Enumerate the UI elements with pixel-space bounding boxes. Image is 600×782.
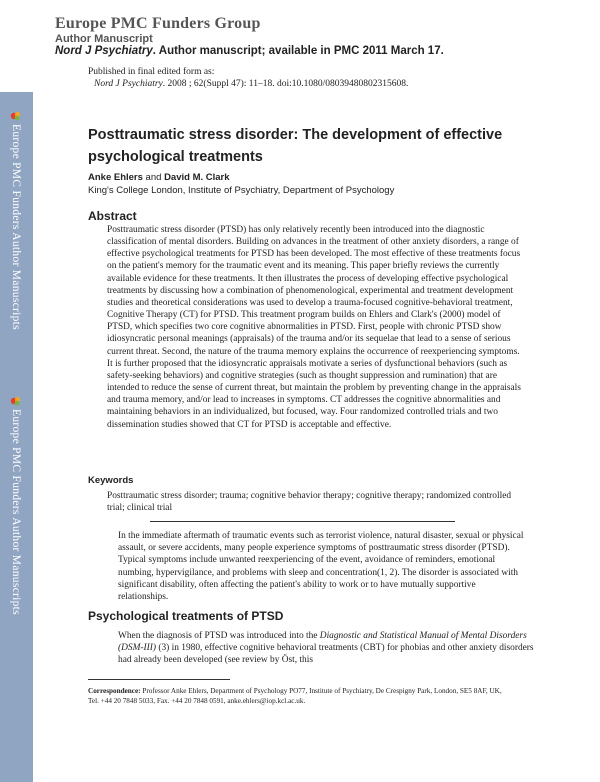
publication-info [88, 66, 548, 90]
europe-pmc-logo-icon [10, 395, 22, 407]
author-name: Anke Ehlers [88, 172, 143, 183]
sidebar-label: Europe PMC Funders Author Manuscripts [10, 124, 22, 330]
published-label: Published in final edited form as: [88, 67, 215, 77]
author-name: David M. Clark [164, 172, 230, 183]
footnote-divider [88, 679, 230, 680]
funders-header [0, 0, 600, 57]
keywords-heading: Keywords [88, 475, 134, 486]
publication-citation [88, 78, 548, 90]
abstract-heading: Abstract [88, 209, 137, 223]
correspondence-footnote [88, 686, 508, 706]
section-heading: Psychological treatments of PTSD [88, 609, 284, 623]
section-divider [150, 521, 455, 522]
availability-text: . Author manuscript; available in PMC 2011 March 17. [152, 45, 444, 57]
funders-group-title: Europe PMC Funders Group [55, 15, 261, 32]
citation-journal: Nord J Psychiatry [94, 79, 163, 89]
psych-text-after: (3) in 1980, effective cognitive behavioral treatments (CBT) for phobias and other anxiety disorders had already been developed (see review by Öst, this [118, 643, 534, 666]
author-manuscript-label: Author Manuscript [55, 33, 153, 45]
funders-sidebar [0, 92, 33, 782]
dsm-title: Diagnostic and Statistical Manual of Mental Disorders (DSM-III) [118, 631, 527, 654]
author-line [88, 172, 230, 183]
keywords-text: Posttraumatic stress disorder; trauma; cognitive behavior therapy; cognitive therapy; randomized controlled trial; clinical trial [107, 491, 512, 514]
affiliation: King's College London, Institute of Psychiatry, Department of Psychology [88, 185, 395, 196]
correspondence-text: Professor Anke Ehlers, Department of Psychology PO77, Institute of Psychiatry, De Crespigny Park, London, SE5 8AF, UK, Tel. +44 20 7848 5033, Fax. +44 20 7848 0591, anke.ehlers@iop.kcl.ac.uk. [88, 687, 502, 705]
psych-text-before: When the diagnosis of PTSD was introduced into the [118, 631, 320, 641]
europe-pmc-logo-icon [10, 110, 22, 122]
journal-availability-line [55, 45, 444, 57]
psych-paragraph [118, 630, 538, 667]
sidebar-label: Europe PMC Funders Author Manuscripts [10, 409, 22, 615]
abstract-text: Posttraumatic stress disorder (PTSD) has only relatively recently been introduced into the diagnostic classification of mental disorders. Building on advances in the treatment of other anxiety disorders, a range of effective psychological treatments for PTSD has been developed. The most effective of these treatments focus on the patient's memory for the traumatic event and its meaning. This paper briefly reviews the currently available evidence for these treatments. It then illustrates the process of developing effective psychological treatments by discussing how a combination of phenomenological, experimental and treatment development studies and theoretical considerations was used to develop a trauma-focused cognitive-behavioral treatment, Cognitive Therapy (CT) for PTSD. This treatment program builds on Ehlers and Clark's (2000) model of PTSD, which specifies two core cognitive abnormalities in PTSD. First, people with chronic PTSD show idiosyncratic personal meanings (appraisals) of the trauma and/or its sequelae that lead to a sense of serious current threat. Second, the nature of the trauma memory explains the occurrence of reexperiencing symptoms. It is further proposed that the idiosyncratic appraisals motivate a series of dysfunctional behaviors (such as safety-seeking behaviors) and cognitive strategies (such as thought suppression and rumination) that are intended to reduce the sense of current threat, but maintain the problem by preventing change in the appraisals and trauma memory, and/or lead to increases in symptoms. CT addresses the cognitive abnormalities and maintaining behaviors in an individualized, but focused, way. Four randomized controlled trials and two dissemination studies showed that CT for PTSD is acceptable and effective. [107, 225, 521, 430]
journal-name: Nord J Psychiatry [55, 45, 153, 57]
correspondence-label: Correspondence: [88, 687, 141, 695]
article-title: Posttraumatic stress disorder: The development of effective psychological treatments [88, 127, 503, 165]
author-conjunction: and [142, 172, 165, 183]
citation-details: . 2008 ; 62(Suppl 47): 11–18. doi:10.1080/08039480802315608. [162, 79, 409, 89]
intro-paragraph: In the immediate aftermath of traumatic events such as terrorist violence, natural disaster, sexual or physical assault, or severe accidents, many people experience symptoms of posttraumatic stress disorder (PTSD). Typical symptoms include unwanted reexperiencing of the event, avoidance of reminders, emotional numbing, hypervigilance, and problems with sleep and concentration(1, 2). The disorder is associated with significant disability, often affecting the patient's ability to work or to have mutually supportive relationships. [118, 531, 524, 603]
